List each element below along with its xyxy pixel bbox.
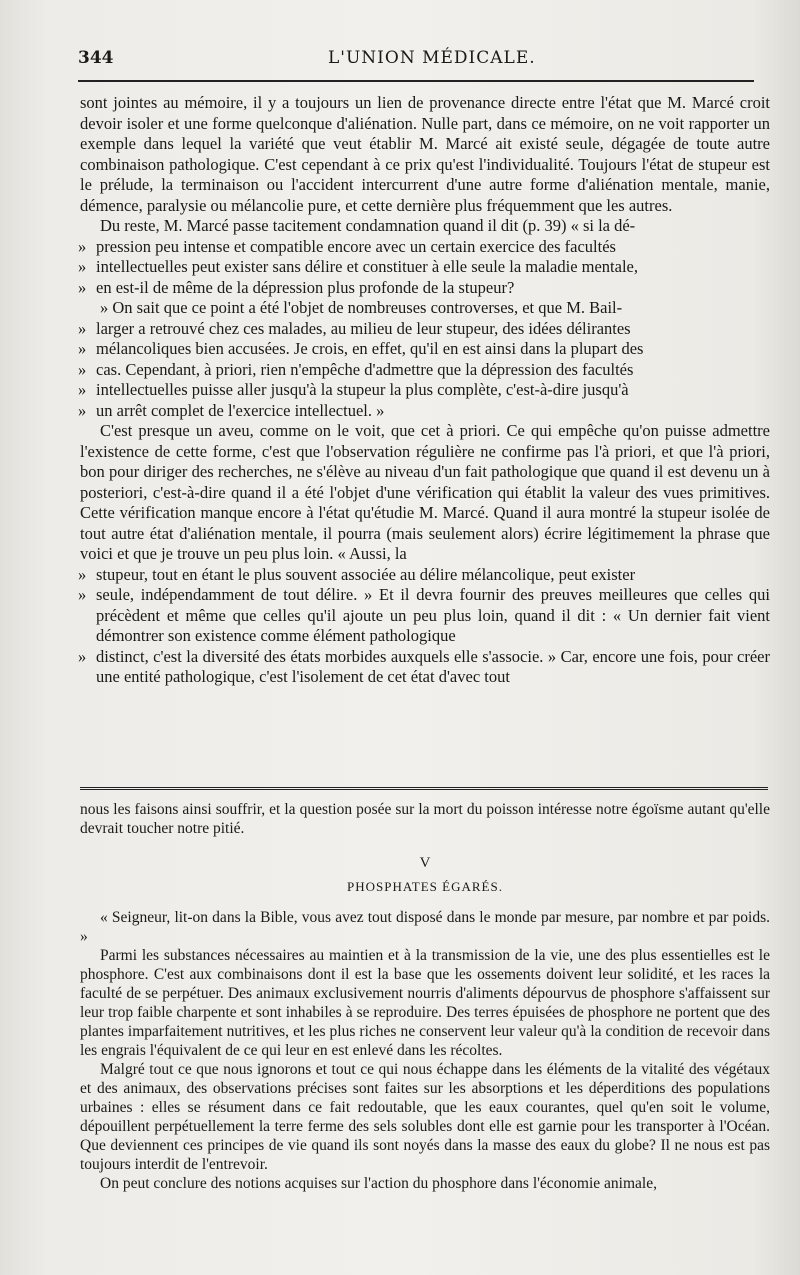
feuilleton-rule bbox=[80, 787, 768, 790]
main-article-body bbox=[80, 93, 770, 688]
paragraph: Malgré tout ce que nous ignorons et tout ce qui nous échappe dans les éléments de la vitalité des végétaux et des animaux, des observations précises sont faites sur les absorptions et les déperditions des populations urbaines : elles se résument dans ce fait redoutable, que les eaux courantes, quel qu'en soit le volume, dépouillent perpétuellement la terre ferme des sels solubles dont elle est garnie pour les transporter à l'Océan. Que deviennent ces principes de vie quand ils sont noyés dans la masse des eaux du globe? Il ne nous est pas toujours interdit de l'entrevoir. bbox=[80, 1061, 770, 1173]
running-title: L'UNION MÉDICALE. bbox=[328, 48, 536, 68]
paragraph: nous les faisons ainsi souffrir, et la question posée sur la mort du poisson intéresse notre égoïsme autant qu'elle devrait toucher notre pitié. bbox=[80, 801, 770, 837]
block-quote bbox=[78, 237, 770, 299]
quote-line: » cas. Cependant, à priori, rien n'empêche d'admettre que la dépression des facultés bbox=[78, 360, 770, 381]
quote-line: » pression peu intense et compatible encore avec un certain exercice des facultés bbox=[78, 237, 770, 258]
quote-line: » mélancoliques bien accusées. Je crois, en effet, qu'il en est ainsi dans la plupart des bbox=[78, 339, 770, 360]
page-number: 344 bbox=[78, 48, 114, 68]
quote-line: » larger a retrouvé chez ces malades, au milieu de leur stupeur, des idées délirantes bbox=[78, 319, 770, 340]
quote-line: » distinct, c'est la diversité des états morbides auxquels elle s'associe. » Car, encore une fois, pour créer une entité pathologique, c'est l'isolement de cet état d'avec tout bbox=[78, 647, 770, 688]
paragraph: Du reste, M. Marcé passe tacitement condamnation quand il dit (p. 39) « si la dé- bbox=[100, 216, 636, 235]
header-rule bbox=[78, 80, 754, 82]
quote-line: » intellectuelles peut exister sans délire et constituer à elle seule la maladie mentale, bbox=[78, 257, 770, 278]
paragraph: sont jointes au mémoire, il y a toujours un lien de provenance directe entre l'état que M. Marcé croit devoir isoler et une forme quelconque d'aliénation. Nulle part, dans ce mémoire, on ne voit rapporter un exemple dans lequel la variété que veut établir M. Marcé ait existé seule, dégagée de toute autre combinaison pathologique. C'est cependant à ce prix qu'est l'individualité. Toujours l'état de stupeur est le prélude, la terminaison ou l'accident intercurrent d'une autre forme d'aliénation mentale, manie, démence, paralysie ou mélancolie pure, et cette dernière plus fréquemment que les autres. bbox=[80, 93, 770, 215]
epigraph: « Seigneur, lit-on dans la Bible, vous avez tout disposé dans le monde par mesure, par nombre et par poids. » bbox=[80, 909, 770, 945]
quote-line: » en est-il de même de la dépression plus profonde de la stupeur? bbox=[78, 278, 770, 299]
page-header bbox=[78, 48, 768, 74]
quote-line: » seule, indépendamment de tout délire. » Et il devra fournir des preuves meilleures que celles qui précèdent et même que celles qu'il ajoute un peu plus loin, quand il dit : « Un dernier fait vient démontrer son existence comme élément pathologique bbox=[78, 585, 770, 647]
block-quote bbox=[78, 319, 770, 422]
section-number: V bbox=[419, 855, 431, 871]
quote-line: » intellectuelles puisse aller jusqu'à la stupeur la plus complète, c'est-à-dire jusqu'à bbox=[78, 380, 770, 401]
block-quote bbox=[78, 565, 770, 688]
paragraph: » On sait que ce point a été l'objet de nombreuses controverses, et que M. Bail- bbox=[100, 298, 623, 317]
quote-line: » stupeur, tout en étant le plus souvent associée au délire mélancolique, peut exister bbox=[78, 565, 770, 586]
paragraph: C'est presque un aveu, comme on le voit, que cet à priori. Ce qui empêche qu'on puisse admettre l'existence de cette forme, c'est que l'observation régulière ne confirme pas l'à priori, et que l'à priori, bon pour diriger des recherches, ne s'élève au niveau d'un fait pathologique que quand il est devenu un à posteriori, c'est-à-dire quand il a été l'objet d'une vérification qui établit la valeur des vues primitives. Cette vérification manque encore à l'état qu'étudie M. Marcé. Quand il aura montré la stupeur isolée de tout autre état d'aliénation mentale, il pourra (mais seulement alors) écrire légitimement la phrase que voici et que je trouve un peu plus loin. « Aussi, la bbox=[80, 421, 770, 563]
section-title: PHOSPHATES ÉGARÉS. bbox=[347, 879, 503, 894]
quote-line: » un arrêt complet de l'exercice intellectuel. » bbox=[78, 401, 770, 422]
paragraph: Parmi les substances nécessaires au maintien et à la transmission de la vie, une des plus essentielles est le phosphore. C'est aux combinaisons dont il est la base que les ossements doivent leur solidité, et les races la faculté de se perpétuer. Des animaux exclusivement nourris d'aliments dépourvus de phosphore s'affaissent sur leur trop faible charpente et sont inhabiles à se reproduire. Des terres épuisées de phosphore ne portent que des plantes imparfaitement nutritives, et les plus riches ne conservent leur valeur qu'à la condition de recevoir dans les engrais l'équivalent de ce qui leur en est enlevé dans les récoltes. bbox=[80, 947, 770, 1059]
feuilleton-body bbox=[80, 800, 770, 1193]
paragraph: On peut conclure des notions acquises sur l'action du phosphore dans l'économie animale, bbox=[100, 1175, 657, 1192]
